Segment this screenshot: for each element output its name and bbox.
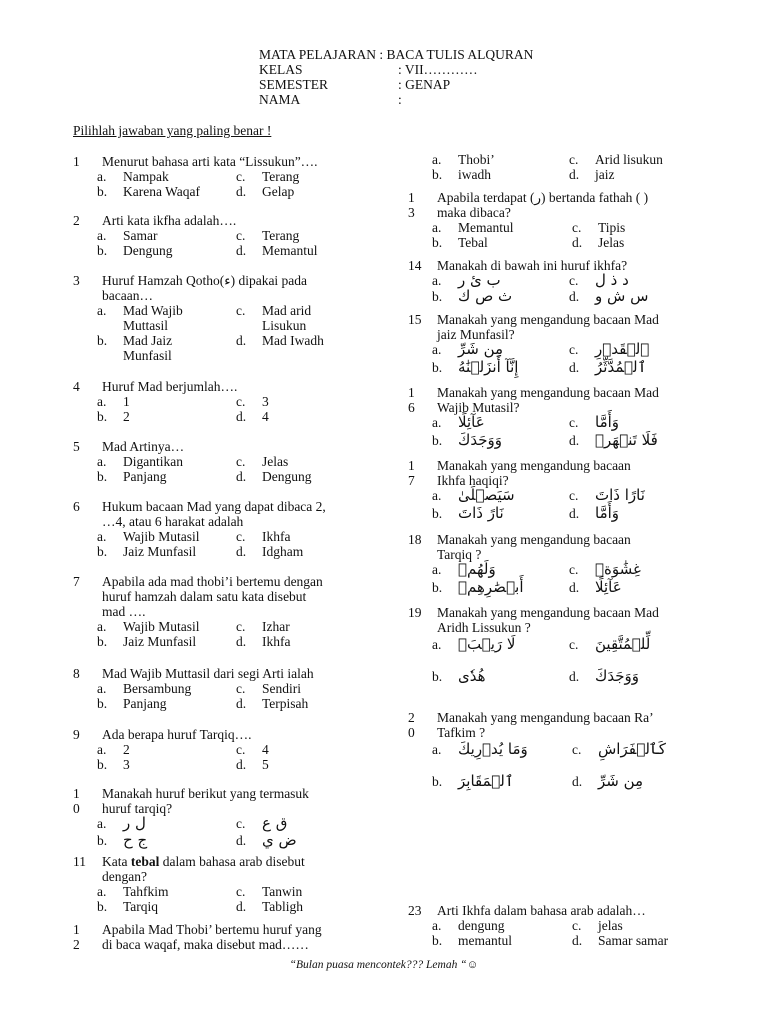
option-a[interactable]: a. Digantikan <box>97 454 183 469</box>
option-c[interactable]: c. Izhar <box>236 619 290 634</box>
option-a[interactable]: a. سَيَصۡلَىٰ <box>432 486 515 504</box>
question-number: 4 <box>73 379 80 394</box>
question-text-cont: dengan? <box>102 869 147 884</box>
question-number: 23 <box>408 903 422 918</box>
question-number: 1 0 <box>73 786 80 816</box>
question-18 <box>408 532 738 598</box>
question-text: Manakah yang mengandung bacaan Mad <box>437 312 659 327</box>
question-13 <box>408 190 738 250</box>
question-12-options <box>408 152 708 182</box>
option-b[interactable]: b. نَارً ذَاتَ <box>432 504 504 522</box>
option-c[interactable]: c. لِّلۡمُتَّقِينَ <box>569 635 651 653</box>
option-a[interactable]: a. Samar <box>97 228 158 243</box>
option-b[interactable]: b. هُدٗى <box>432 667 486 685</box>
option-d[interactable]: d. س ش و <box>569 287 649 305</box>
option-c[interactable]: c. Arid lisukun <box>569 152 663 167</box>
question-text: Huruf Hamzah Qotho(ء) dipakai pada <box>102 273 308 288</box>
option-d[interactable]: d. ض ي <box>236 831 297 849</box>
option-c[interactable]: c. Ikhfa <box>236 529 291 544</box>
question-text: Manakah yang mengandung bacaan <box>437 458 631 473</box>
option-b[interactable]: b. ٱلۡمَقَابِرَ <box>432 772 514 790</box>
option-b[interactable]: b. 2 <box>97 409 130 424</box>
option-c[interactable]: c. Sendiri <box>236 681 301 696</box>
question-number: 14 <box>408 258 422 273</box>
option-d[interactable]: d. jaiz <box>569 167 615 182</box>
question-text-cont: Aridh Lissukun ? <box>437 620 531 635</box>
option-d[interactable]: d. مِن شَرِّ <box>572 772 644 790</box>
option-a[interactable]: a. ل ر <box>97 814 146 832</box>
question-number: 6 <box>73 499 80 514</box>
option-c[interactable]: c. Jelas <box>236 454 289 469</box>
option-a-cont: Muttasil <box>123 318 169 333</box>
option-d[interactable]: d. عَآئِلًا <box>569 578 622 596</box>
option-c[interactable]: c. ٱلۡقَدۡرِ <box>569 340 650 358</box>
option-d[interactable]: d. Jelas <box>572 235 625 250</box>
header-label-nama: NAMA <box>259 92 301 107</box>
question-text: Mad Wajib Muttasil dari segi Arti ialah <box>102 666 314 681</box>
option-b[interactable]: b. Tarqiq <box>97 899 159 914</box>
option-d[interactable]: d. فَلَا تَنۡهَرۡ <box>569 431 658 449</box>
option-d[interactable]: d. Mad Iwadh <box>236 333 324 348</box>
question-text: Ada berapa huruf Tarqiq…. <box>102 727 252 742</box>
option-b[interactable]: b. Mad Jaiz <box>97 333 173 348</box>
question-text: Menurut bahasa arti kata “Lissukun”…. <box>102 154 318 169</box>
option-d[interactable]: d. Terpisah <box>236 696 309 711</box>
question-text-cont: bacaan… <box>102 288 153 303</box>
question-text: Apabila ada mad thobi’i bertemu dengan <box>102 574 323 589</box>
header-subject: MATA PELAJARAN : BACA TULIS ALQURAN <box>259 47 534 62</box>
option-b[interactable]: b. iwadh <box>432 167 491 182</box>
option-c[interactable]: c. 4 <box>236 742 269 757</box>
question-3 <box>73 273 373 363</box>
option-d[interactable]: d. ٱلۡمُدَّثِّرُ <box>569 358 647 376</box>
option-d[interactable]: d. 5 <box>236 757 269 772</box>
question-7 <box>73 574 373 649</box>
question-text-cont: huruf tarqiq? <box>102 801 173 816</box>
option-b[interactable]: b. Karena Waqaf <box>97 184 200 199</box>
option-a[interactable]: a. 1 <box>97 394 130 409</box>
option-d[interactable]: d. وَأَمَّا <box>569 504 620 522</box>
question-number: 9 <box>73 727 80 742</box>
option-d[interactable]: d. Memantul <box>236 243 318 258</box>
header-label-semester: SEMESTER <box>259 77 329 92</box>
question-4 <box>73 379 373 424</box>
option-a[interactable]: a. Memantul <box>432 220 514 235</box>
question-text-cont: Wajib Mutasil? <box>437 400 520 415</box>
question-17 <box>408 458 738 524</box>
option-a[interactable]: a. وَلَهُمۡ <box>432 560 496 578</box>
question-text-cont: mad …. <box>102 604 146 619</box>
option-a[interactable]: a. Nampak <box>97 169 169 184</box>
option-b[interactable]: b. أَبۡصَٰرِهِمۡ <box>432 578 524 596</box>
option-c-cont: Lisukun <box>262 318 307 333</box>
question-number: 2 0 <box>408 710 415 740</box>
question-text-cont: jaiz Munfasil? <box>437 327 515 342</box>
option-a[interactable]: a. dengung <box>432 918 505 933</box>
option-a[interactable]: a. Wajib Mutasil <box>97 529 200 544</box>
exam-header <box>259 47 533 107</box>
question-text: Manakah di bawah ini huruf ikhfa? <box>437 258 628 273</box>
option-d[interactable]: d. Samar samar <box>572 933 669 948</box>
option-c[interactable]: c. وَأَمَّا <box>569 413 620 431</box>
option-a[interactable]: a. Tahfkim <box>97 884 169 899</box>
question-number: 2 <box>73 213 80 228</box>
option-c[interactable]: c. jelas <box>572 918 623 933</box>
option-b[interactable]: b. إِنَّآ أَنزَلۡنَٰهُ <box>432 358 519 376</box>
option-d[interactable]: d. Tabligh <box>236 899 304 914</box>
option-a[interactable]: a. ب ئ ر <box>432 271 501 289</box>
option-b[interactable]: b. Panjang <box>97 696 167 711</box>
question-text-cont: Ikhfa haqiqi? <box>437 473 509 488</box>
option-b[interactable]: b. Jaiz Munfasil <box>97 634 197 649</box>
question-text: Huruf Mad berjumlah…. <box>102 379 238 394</box>
header-value-kelas: : VII………… <box>398 62 478 77</box>
option-c[interactable]: c. Mad arid <box>236 303 312 318</box>
question-2 <box>73 213 373 258</box>
option-d[interactable]: d. Gelap <box>236 184 295 199</box>
option-d[interactable]: d. Idgham <box>236 544 304 559</box>
question-15 <box>408 312 738 378</box>
question-number: 3 <box>73 273 80 288</box>
option-c[interactable]: c. Terang <box>236 228 300 243</box>
option-c[interactable]: c. غِشَٰوَةٞ <box>569 560 641 578</box>
question-6 <box>73 499 373 559</box>
option-d[interactable]: d. 4 <box>236 409 269 424</box>
option-b[interactable]: b. 3 <box>97 757 130 772</box>
question-20 <box>408 710 738 800</box>
question-number: 15 <box>408 312 422 327</box>
question-text: Manakah yang mengandung bacaan Ra’ <box>437 710 654 725</box>
question-5 <box>73 439 373 484</box>
option-b[interactable]: b. Jaiz Munfasil <box>97 544 197 559</box>
question-23 <box>408 903 738 948</box>
question-text-cont: maka dibaca? <box>437 205 511 220</box>
question-number: 1 <box>73 154 80 169</box>
question-14 <box>408 258 738 305</box>
bold-term: tebal <box>130 854 160 869</box>
option-b[interactable]: b. ث ص ك <box>432 287 513 305</box>
option-b[interactable]: b. Tebal <box>432 235 488 250</box>
option-c[interactable]: c. د ذ ل <box>569 271 629 289</box>
question-text: Apabila Mad Thobi’ bertemu huruf yang <box>102 922 322 937</box>
option-c[interactable]: c. Terang <box>236 169 300 184</box>
question-12 <box>73 922 373 952</box>
option-d[interactable]: d. Ikhfa <box>236 634 291 649</box>
question-19 <box>408 605 738 695</box>
question-text: Hukum bacaan Mad yang dapat dibaca 2, <box>102 499 326 514</box>
option-a[interactable]: a. عَآئِلًا <box>432 413 485 431</box>
option-b-cont: Munfasil <box>123 348 172 363</box>
option-c[interactable]: c. نَارًا ذَاتَ <box>569 486 645 504</box>
instruction: Pilihlah jawaban yang paling benar ! <box>73 123 272 138</box>
option-a[interactable]: a. وَمَا يُدۡرِيكَ <box>432 740 528 758</box>
option-c[interactable]: c. ق ع <box>236 814 288 832</box>
question-text-cont: Tafkim ? <box>437 725 486 740</box>
option-d[interactable]: d. وَوَجَدَكَ <box>569 667 639 685</box>
option-a[interactable]: a. Mad Wajib <box>97 303 183 318</box>
option-a[interactable]: a. 2 <box>97 742 130 757</box>
question-text: Manakah yang mengandung bacaan Mad <box>437 605 659 620</box>
header-value-semester: : GENAP <box>398 77 451 92</box>
option-a[interactable]: a. Wajib Mutasil <box>97 619 200 634</box>
question-text: Arti kata ikfha adalah…. <box>102 213 237 228</box>
option-c[interactable]: c. 3 <box>236 394 269 409</box>
option-a[interactable]: a. لَا رَيۡبَۛ <box>432 635 516 653</box>
question-11 <box>73 854 373 914</box>
question-number: 11 <box>73 854 86 869</box>
question-number: 1 6 <box>408 385 415 415</box>
question-text: Manakah yang mengandung bacaan <box>437 532 631 547</box>
header-value-nama: : <box>398 92 402 107</box>
footer-note: “Bulan puasa mencontek??? Lemah “☺ <box>289 959 479 971</box>
question-text: Manakah yang mengandung bacaan Mad <box>437 385 659 400</box>
question-16 <box>408 385 738 451</box>
option-a[interactable]: a. Thobi’ <box>432 152 495 167</box>
question-number: 8 <box>73 666 80 681</box>
option-c[interactable]: c. Tanwin <box>236 884 303 899</box>
option-b[interactable]: b. Panjang <box>97 469 167 484</box>
header-label-kelas: KELAS <box>259 62 303 77</box>
option-a[interactable]: a. مِن شَرِّ <box>432 340 504 358</box>
question-text-cont: huruf hamzah dalam satu kata disebut <box>102 589 307 604</box>
option-c[interactable]: c. Tipis <box>572 220 626 235</box>
question-text-cont: di baca waqaf, maka disebut mad…… <box>102 937 309 952</box>
option-c[interactable]: c. كَٱلۡفَرَاشِ <box>572 740 666 758</box>
question-text: Manakah huruf berikut yang termasuk <box>102 786 309 801</box>
question-1 <box>73 154 373 199</box>
question-text-cont: Tarqiq ? <box>437 547 482 562</box>
question-10 <box>73 786 373 850</box>
question-text-cont: …4, atau 6 harakat adalah <box>102 514 244 529</box>
option-b[interactable]: b. ج ح <box>97 831 148 849</box>
option-a[interactable]: a. Bersambung <box>97 681 192 696</box>
option-b[interactable]: b. Dengung <box>97 243 173 258</box>
question-number: 1 3 <box>408 190 415 220</box>
question-number: 1 2 <box>73 922 80 952</box>
question-text: Apabila terdapat (ر) bertanda fathah ( ) <box>437 190 649 205</box>
question-number: 5 <box>73 439 80 454</box>
question-text: Arti Ikhfa dalam bahasa arab adalah… <box>437 903 646 918</box>
question-number: 7 <box>73 574 80 589</box>
question-8 <box>73 666 373 711</box>
option-b[interactable]: b. وَوَجَدَكَ <box>432 431 502 449</box>
option-b[interactable]: b. memantul <box>432 933 512 948</box>
question-text: Kata tebal dalam bahasa arab disebut <box>102 854 305 869</box>
question-number: 1 7 <box>408 458 415 488</box>
option-d[interactable]: d. Dengung <box>236 469 312 484</box>
question-number: 18 <box>408 532 422 547</box>
question-9 <box>73 727 373 772</box>
question-number: 19 <box>408 605 422 620</box>
question-text: Mad Artinya… <box>102 439 185 454</box>
